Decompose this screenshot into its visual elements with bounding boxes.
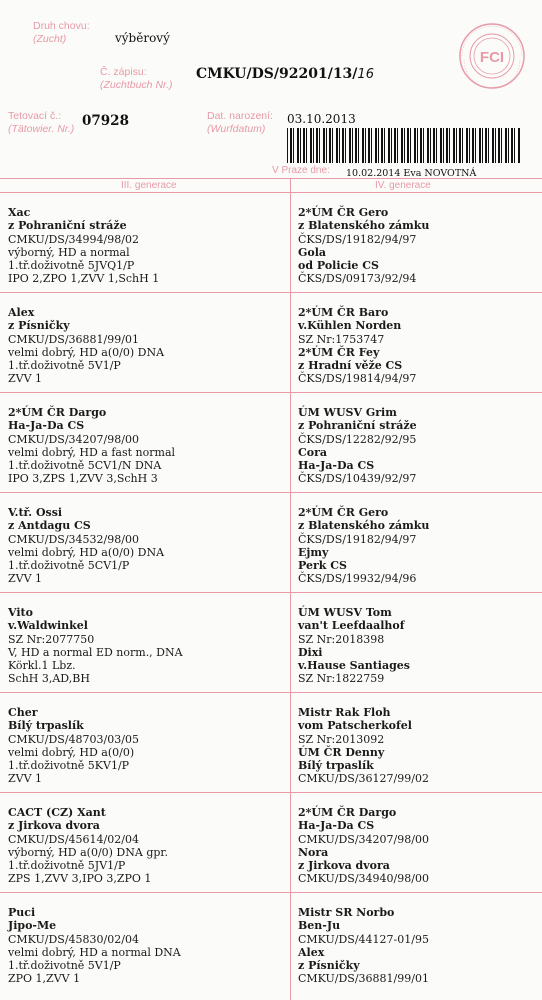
dog-detail-line: CMKU/DS/44127-01/95 — [298, 932, 429, 946]
dog-detail-line: SZ Nr:1822759 — [298, 672, 385, 686]
dog-detail-line: CMKU/DS/48703/03/05 — [8, 732, 139, 746]
row-divider — [0, 492, 542, 493]
dog-detail-line: CMKU/DS/36127/99/02 — [298, 772, 429, 786]
pedigree-cell-right — [298, 306, 416, 386]
column-divider — [290, 178, 291, 1000]
dog-name-line: v.Kühlen Norden — [298, 319, 402, 333]
tattoo-number: 07928 — [82, 113, 129, 129]
dog-detail-line: CMKU/DS/45830/02/04 — [8, 932, 139, 946]
dog-detail-line: CMKU/DS/34940/98/00 — [298, 872, 429, 886]
dog-name-line: z Antdagu CS — [8, 519, 91, 533]
dog-detail-line: ČKS/DS/19814/94/97 — [298, 372, 417, 386]
dog-name-line: ÚM WUSV Tom — [298, 606, 392, 619]
dog-detail-line: SchH 3,AD,BH — [8, 672, 90, 686]
dog-detail-line: výborný, HD a normal — [8, 245, 130, 259]
dog-detail-line: 1.tř.doživotně 5V1/P — [8, 959, 121, 973]
breed-label — [33, 20, 90, 46]
pedigree-cell-right — [298, 206, 429, 286]
barcode — [287, 128, 521, 163]
dog-detail-line: ZVV 1 — [8, 372, 43, 386]
dog-name-line: 2*ÚM ČR Gero — [298, 506, 389, 519]
row-divider — [0, 392, 542, 393]
dob-label — [207, 110, 273, 136]
dog-name-line: z Pohraniční stráže — [8, 219, 127, 233]
dog-name-line: Ben-Ju — [298, 919, 341, 933]
dog-detail-line: 1.tř.doživotně 5JVQ1/P — [8, 259, 135, 273]
dog-detail-line: 1.tř.doživotně 5KV1/P — [8, 759, 130, 773]
pedigree-cell-left — [8, 406, 175, 486]
reg-number — [196, 66, 374, 82]
place-label: V Praze dne: — [272, 165, 330, 176]
dog-detail-line: IPO 2,ZPO 1,ZVV 1,SchH 1 — [8, 272, 160, 286]
dog-detail-line: CMKU/DS/34532/98/00 — [8, 532, 139, 546]
dog-name-line: Gola — [298, 245, 327, 259]
dog-name-line: Cora — [298, 445, 328, 459]
dog-name-line: z Pohraniční stráže — [298, 419, 417, 433]
dog-name-line: ÚM WUSV Grim — [298, 406, 397, 419]
dog-name-line: 2*ÚM ČR Baro — [298, 306, 389, 319]
divider — [0, 192, 542, 193]
dog-detail-line: ZPS 1,ZVV 3,IPO 3,ZPO 1 — [8, 872, 152, 886]
dog-name-line: Alex — [8, 306, 35, 319]
gen-4-header: IV. generace — [375, 180, 431, 191]
row-divider — [0, 592, 542, 593]
dog-detail-line: 1.tř.doživotně 5CV1/P — [8, 559, 130, 573]
dog-detail-line: SZ Nr:2018398 — [298, 632, 385, 646]
dog-detail-line: CMKU/DS/34994/98/02 — [8, 232, 139, 246]
fci-seal-icon — [458, 22, 526, 90]
reg-number-handwritten: 16 — [357, 67, 374, 82]
tattoo-label-cz: Tetovací č.: — [8, 110, 62, 122]
dog-detail-line: SZ Nr:1753747 — [298, 332, 385, 346]
dog-name-line: Ejmy — [298, 545, 329, 559]
dog-name-line: Mistr SR Norbo — [298, 906, 395, 919]
dob-label-cz: Dat. narození: — [207, 110, 273, 122]
dog-name-line: Dixi — [298, 645, 323, 659]
dog-name-line: vom Patscherkofel — [298, 719, 412, 733]
pedigree-cell-left — [8, 506, 164, 586]
dog-detail-line: V, HD a normal ED norm., DNA — [8, 645, 183, 659]
reg-label — [100, 66, 173, 92]
dog-detail-line: SZ Nr:2077750 — [8, 632, 95, 646]
pedigree-cell-left — [8, 606, 183, 686]
breed-label-de: (Zucht) — [33, 33, 67, 45]
dog-detail-line: ZPO 1,ZVV 1 — [8, 972, 81, 986]
dog-name-line: v.Hause Santiages — [298, 659, 410, 673]
dog-detail-line: CMKU/DS/36881/99/01 — [298, 972, 429, 986]
dob-label-de: (Wurfdatum) — [207, 123, 266, 135]
dog-name-line: Ha-Ja-Da CS — [8, 419, 85, 433]
dog-name-line: z Blatenského zámku — [298, 519, 430, 533]
dog-detail-line: ČKS/DS/12282/92/95 — [298, 432, 417, 446]
dog-name-line: z Jirkova dvora — [298, 859, 390, 873]
dog-detail-line: velmi dobrý, HD a(0/0) DNA — [8, 345, 165, 359]
dog-name-line: Jipo-Me — [8, 919, 57, 933]
pedigree-cell-right — [298, 506, 429, 586]
dog-detail-line: ČKS/DS/09173/92/94 — [298, 272, 417, 286]
pedigree-cell-right — [298, 906, 429, 986]
dog-detail-line: IPO 3,ZPS 1,ZVV 3,SchH 3 — [8, 472, 158, 486]
dog-name-line: 2*ÚM ČR Dargo — [8, 406, 107, 419]
dog-detail-line: ČKS/DS/19182/94/97 — [298, 532, 417, 546]
dog-name-line: 2*ÚM ČR Fey — [298, 345, 380, 359]
dog-name-line: Puci — [8, 906, 36, 919]
dog-name-line: CACT (CZ) Xant — [8, 806, 106, 819]
dog-detail-line: 1.tř.doživotně 5V1/P — [8, 359, 121, 373]
reg-label-de: (Zuchtbuch Nr.) — [100, 79, 173, 91]
dog-name-line: z Písničky — [8, 319, 70, 333]
breed-label-cz: Druh chovu: — [33, 20, 90, 32]
row-divider — [0, 292, 542, 293]
dog-detail-line: ČKS/DS/19182/94/97 — [298, 232, 417, 246]
dog-detail-line: CMKU/DS/36881/99/01 — [8, 332, 139, 346]
pedigree-cell-left — [8, 906, 181, 986]
dog-name-line: od Policie CS — [298, 259, 379, 273]
dog-name-line: z Hradní věže CS — [298, 359, 403, 373]
dog-name-line: Mistr Rak Floh — [298, 706, 391, 719]
pedigree-cell-right — [298, 606, 410, 686]
dog-name-line: Ha-Ja-Da CS — [298, 459, 375, 473]
pedigree-cell-left — [8, 306, 164, 386]
pedigree-table — [0, 178, 542, 1000]
dog-name-line: van't Leefdaalhof — [298, 619, 405, 633]
place-date-signature: 10.02.2014 Eva NOVOTNÁ — [346, 168, 477, 179]
dog-detail-line: výborný, HD a(0/0) DNA gpr. — [8, 845, 168, 859]
dob-value: 03.10.2013 — [287, 112, 356, 126]
dog-detail-line: velmi dobrý, HD a normal DNA — [8, 945, 181, 959]
reg-number-printed: CMKU/DS/92201/13/ — [196, 66, 358, 82]
tattoo-label — [8, 110, 74, 136]
breed-value: výběrový — [115, 31, 170, 45]
dog-detail-line: CMKU/DS/45614/02/04 — [8, 832, 139, 846]
dog-detail-line: ČKS/DS/19932/94/96 — [298, 572, 417, 586]
dog-name-line: 2*ÚM ČR Dargo — [298, 806, 397, 819]
pedigree-cell-left — [8, 206, 159, 286]
dog-name-line: Alex — [298, 945, 325, 959]
row-divider — [0, 892, 542, 893]
reg-label-cz: Č. zápisu: — [100, 66, 147, 78]
pedigree-cell-left — [8, 706, 139, 786]
dog-name-line: Ha-Ja-Da CS — [298, 819, 375, 833]
dog-name-line: V.tř. Ossi — [8, 506, 63, 519]
dog-detail-line: CMKU/DS/34207/98/00 — [8, 432, 139, 446]
dog-detail-line: ZVV 1 — [8, 572, 43, 586]
dog-detail-line: velmi dobrý, HD a(0/0) — [8, 745, 135, 759]
dog-detail-line: Körkl.1 Lbz. — [8, 659, 76, 673]
dog-detail-line: ZVV 1 — [8, 772, 43, 786]
dog-name-line: Xac — [8, 206, 31, 219]
dog-name-line: ÚM ČR Denny — [298, 745, 385, 759]
gen-3-header: III. generace — [121, 180, 177, 191]
pedigree-cell-left — [8, 806, 168, 886]
dog-name-line: 2*ÚM ČR Gero — [298, 206, 389, 219]
divider — [0, 178, 542, 179]
dog-name-line: z Písničky — [298, 959, 360, 973]
dog-detail-line: SZ Nr:2013092 — [298, 732, 385, 746]
pedigree-cell-right — [298, 806, 429, 886]
dog-name-line: z Blatenského zámku — [298, 219, 430, 233]
dog-detail-line: 1.tř.doživotně 5JV1/P — [8, 859, 126, 873]
dog-name-line: v.Waldwinkel — [8, 619, 88, 633]
pedigree-cell-right — [298, 706, 429, 786]
dog-name-line: z Jirkova dvora — [8, 819, 100, 833]
dog-detail-line: velmi dobrý, HD a fast normal — [8, 445, 176, 459]
dog-detail-line: velmi dobrý, HD a(0/0) DNA — [8, 545, 165, 559]
pedigree-cell-right — [298, 406, 417, 486]
fci-seal-text: FCI — [479, 49, 505, 66]
dog-name-line: Vito — [8, 606, 33, 619]
dog-name-line: Bílý trpaslík — [8, 719, 84, 733]
row-divider — [0, 792, 542, 793]
dog-name-line: Nora — [298, 845, 329, 859]
tattoo-label-de: (Tätowier. Nr.) — [8, 123, 75, 135]
dog-detail-line: 1.tř.doživotně 5CV1/N DNA — [8, 459, 162, 473]
dog-detail-line: ČKS/DS/10439/92/97 — [298, 472, 417, 486]
dog-name-line: Cher — [8, 706, 38, 719]
dog-name-line: Bílý trpaslík — [298, 759, 374, 773]
dog-detail-line: CMKU/DS/34207/98/00 — [298, 832, 429, 846]
row-divider — [0, 692, 542, 693]
dog-name-line: Perk CS — [298, 559, 347, 573]
